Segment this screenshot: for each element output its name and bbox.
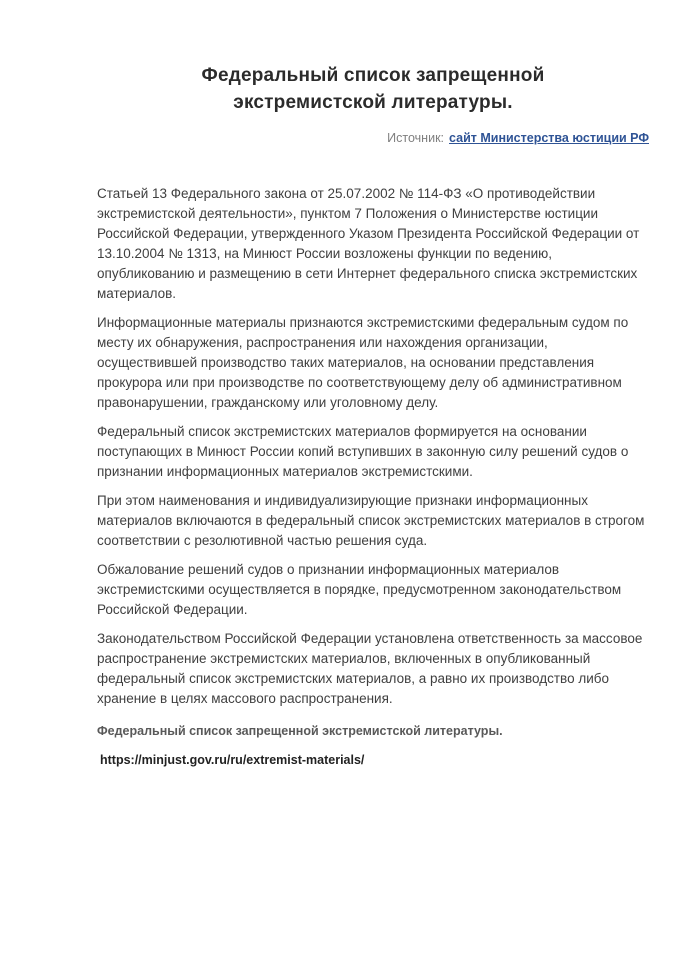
paragraph: Информационные материалы признаются экстремистскими федеральным судом по месту их обнаружения, распространения или нахождения организации, осуществившей производство таких материалов, на основании представления прокурора или при производстве по соответствующему делу об административном правонарушении, гражданскому или уголовному делу. [97, 315, 629, 410]
footer-bold-title: Федеральный список запрещенной экстремистской литературы. [97, 724, 503, 738]
paragraph: Статьей 13 Федерального закона от 25.07.2002 № 114-ФЗ «О противодействии экстремистской деятельности», пунктом 7 Положения о Министерстве юстиции Российской Федерации, утвержденного Указом Президента Российской Федерации от 13.10.2004 № 1313, на Минюст России возложены функции по ведению, опубликованию и размещению в сети Интернет федерального списка экстремистских материалов. [97, 186, 640, 301]
source-link[interactable]: сайт Министерства юстиции РФ [449, 131, 649, 145]
paragraph: При этом наименования и индивидуализирующие признаки информационных материалов включаются в федеральный список экстремистских материалов в строгом соответствии с резолютивной частью решения суда. [97, 493, 645, 548]
paragraph: Обжалование решений судов о признании информационных материалов экстремистскими осуществляется в порядке, предусмотренном законодательством Российской Федерации. [97, 562, 622, 617]
document-body [97, 184, 649, 709]
paragraph: Федеральный список экстремистских материалов формируется на основании поступающих в Минюст России копий вступивших в законную силу решений судов о признании информационных материалов экстремистскими. [97, 424, 629, 479]
page-title: Федеральный список запрещенной экстремистской литературы. [201, 65, 545, 113]
document-content [97, 62, 649, 768]
source-label: Источник: [387, 131, 445, 145]
source-line [97, 130, 649, 146]
footer-url: https://minjust.gov.ru/ru/extremist-materials/ [100, 753, 365, 767]
paragraph: Законодательством Российской Федерации установлена ответственность за массовое распространение экстремистских материалов, включенных в опубликованный федеральный список экстремистских материалов, а равно их производство либо хранение в целях массового распространения. [97, 631, 643, 706]
